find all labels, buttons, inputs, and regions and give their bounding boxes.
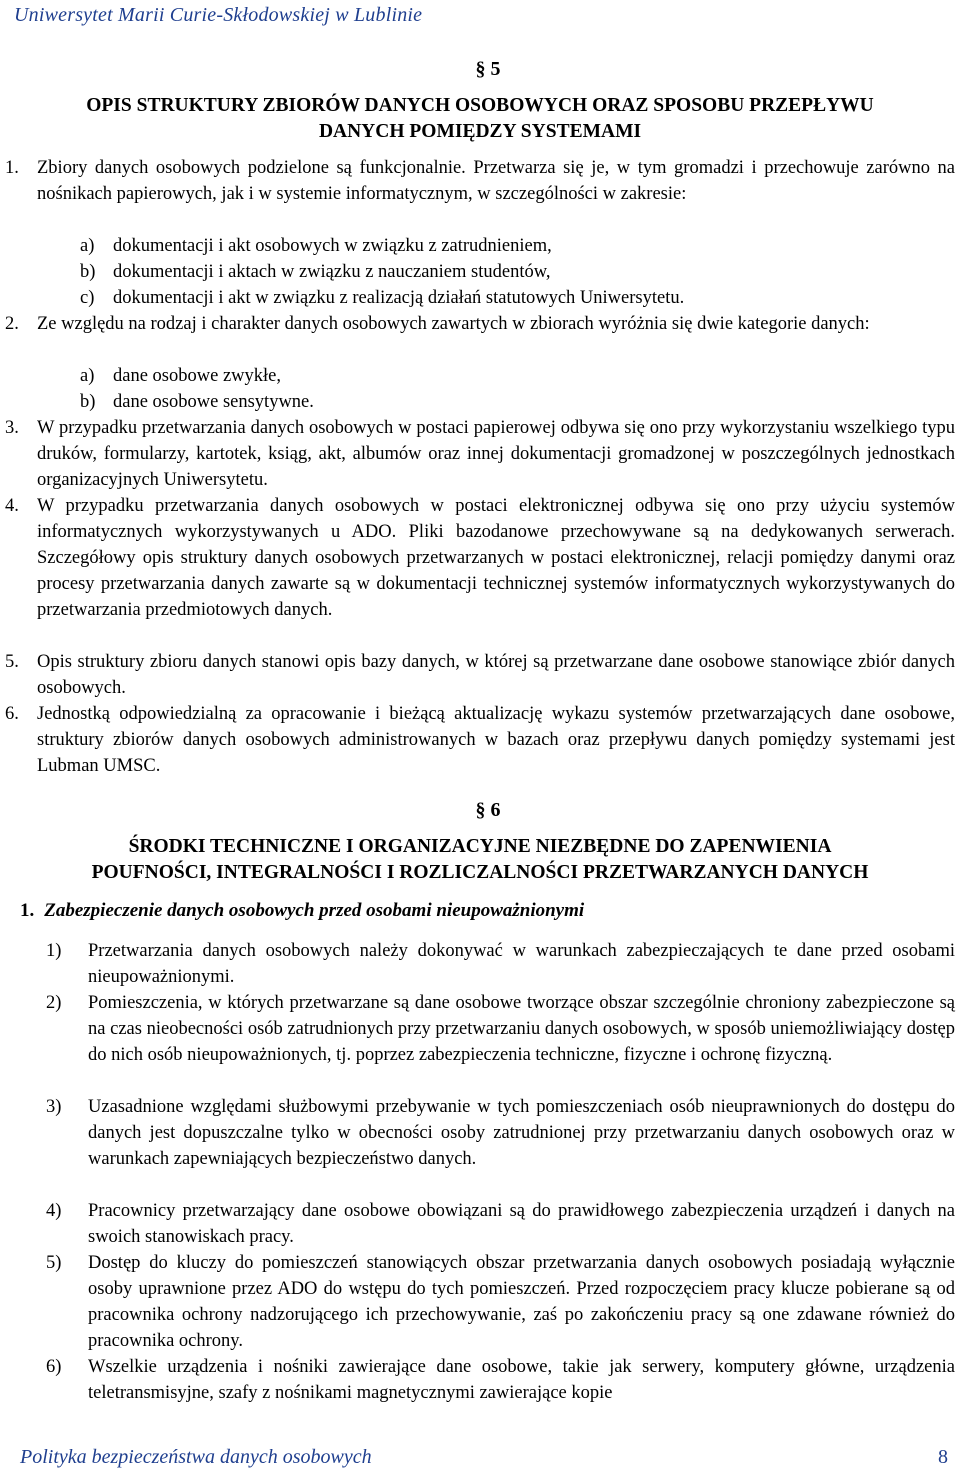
list-item: Wszelkie urządzenia i nośniki zawierające dane osobowe, takie jak serwery, komputery główne, urządzenia teletransmisyjne, szafy z nośnikami magnetycznymi zawierające kopie (88, 1357, 955, 1403)
list-number: 3) (46, 1097, 62, 1117)
sub-item: dane osobowe sensytywne. (113, 392, 314, 412)
sub-item: dokumentacji i aktach w związku z nauczaniem studentów, (113, 262, 551, 282)
sub-label: b) (80, 392, 96, 412)
list-item: Uzasadnione względami służbowymi przebywanie w tych pomieszczeniach osób nieuprawnionych do dostępu do danych jest dopuszczalne tylko w obecności osoby zatrudnionej przy przetwarzaniu danych osobowych oraz w warunkach zapewniających bezpieczeństwo danych. (88, 1097, 955, 1169)
sub-label: c) (80, 288, 95, 308)
subsection-heading (20, 898, 584, 924)
page-header: Uniwersytet Marii Curie-Skłodowskiej w Lublinie (14, 4, 423, 26)
page-footer-title: Polityka bezpieczeństwa danych osobowych (20, 1446, 372, 1468)
sub-item: dokumentacji i akt osobowych w związku z zatrudnieniem, (113, 236, 552, 256)
paragraph: W przypadku przetwarzania danych osobowych w postaci papierowej odbywa się ono przy wykorzystaniu wszelkiego typu druków, formularzy, kartotek, ksiąg, akt, albumów oraz innej dokumentacji gromadzonej w poszczególnych jednostkach organizacyjnych Uniwersytetu. (37, 418, 955, 490)
item-number: 5. (5, 652, 19, 672)
list-item: Pracownicy przetwarzający dane osobowe obowiązani są do prawidłowego zabezpieczenia urządzeń i danych na swoich stanowiskach pracy. (88, 1201, 955, 1247)
list-number: 5) (46, 1253, 62, 1273)
list-number: 2) (46, 993, 62, 1013)
paragraph: Ze względu na rodzaj i charakter danych osobowych zawartych w zbiorach wyróżnia się dwie kategorie danych: (37, 314, 870, 334)
list-item: Pomieszczenia, w których przetwarzane są dane osobowe tworzące obszar szczególnie chroniony zabezpieczone są na czas nieobecności osób zatrudnionych przy przetwarzaniu danych osobowych, w sposób uniemożliwiający dostęp do nich osób nieupoważnionych, tj. poprzez zabezpieczenia techniczne, fizyczne i ochronę fizyczną. (88, 993, 955, 1065)
section-5-title-line1: OPIS STRUKTURY ZBIORÓW DANYCH OSOBOWYCH ORAZ SPOSOBU PRZEPŁYWU (86, 95, 874, 116)
section-6-title-line2: POUFNOŚCI, INTEGRALNOŚCI I ROZLICZALNOŚCI PRZETWARZANYCH DANYCH (91, 862, 869, 883)
list-number: 1) (46, 941, 62, 961)
paragraph: Zbiory danych osobowych podzielone są funkcjonalnie. Przetwarza się je, w tym gromadzi i przechowuje zarówno na nośnikach papierowych, jak i w systemie informatycznym, w szczególności w zakresie: (37, 158, 955, 204)
sub-label: a) (80, 236, 95, 256)
item-number: 4. (5, 496, 19, 516)
sub-item: dokumentacji i akt w związku z realizacją działań statutowych Uniwersytetu. (113, 288, 685, 308)
section-5-symbol: § 5 (475, 58, 501, 80)
section-6-title-line1: ŚRODKI TECHNICZNE I ORGANIZACYJNE NIEZBĘDNE DO ZAPENWIENIA (128, 836, 832, 857)
paragraph: W przypadku przetwarzania danych osobowych w postaci elektronicznej odbywa się ono przy użyciu systemów informatycznych wykorzystywanych u ADO. Pliki bazodanowe przechowywane są na dedykowanych serwerach. Szczegółowy opis struktury danych osobowych przetwarzanych w postaci elektronicznej, relacji pomiędzy danymi oraz procesy przetwarzania danych zawarte są w dokumentacji technicznej systemów informatycznych wykorzystywanych do przetwarzania przedmiotowych danych. (37, 496, 955, 620)
section-6-symbol: § 6 (475, 799, 501, 821)
item-number: 3. (5, 418, 19, 438)
list-item: Przetwarzania danych osobowych należy dokonywać w warunkach zabezpieczających te dane przed osobami nieupoważnionymi. (88, 941, 955, 987)
sub-label: a) (80, 366, 95, 386)
list-item: Dostęp do kluczy do pomieszczeń stanowiących obszar przetwarzania danych osobowych posiadają wyłącznie osoby uprawnione przez ADO do wstępu do tych pomieszczeń. Przed rozpoczęciem pracy klucze pobierane są od pracownika ochrony nadzorującego ich przechowywanie, zaś po zakończeniu pracy są one zdawane również do pracownika ochrony. (88, 1253, 955, 1351)
sub-item: dane osobowe zwykłe, (113, 366, 281, 386)
page-number: 8 (938, 1446, 948, 1468)
paragraph: Opis struktury zbioru danych stanowi opis bazy danych, w której są przetwarzane dane osobowe stanowiące zbiór danych osobowych. (37, 652, 955, 698)
paragraph: Jednostką odpowiedzialną za opracowanie i bieżącą aktualizację wykazu systemów przetwarzających dane osobowe, struktury zbiorów danych osobowych administrowanych w bazach oraz przepływu danych pomiędzy systemami jest Lubman UMSC. (37, 704, 955, 776)
item-number: 6. (5, 704, 19, 724)
list-number: 4) (46, 1201, 62, 1221)
list-number: 6) (46, 1357, 62, 1377)
section-5-title-line2: DANYCH POMIĘDZY SYSTEMAMI (318, 121, 642, 142)
item-number: 2. (5, 314, 19, 334)
subsection-number: 1. (20, 900, 35, 921)
sub-label: b) (80, 262, 96, 282)
item-number: 1. (5, 158, 19, 178)
subsection-title: Zabezpieczenie danych osobowych przed osobami nieupoważnionymi (44, 900, 585, 921)
